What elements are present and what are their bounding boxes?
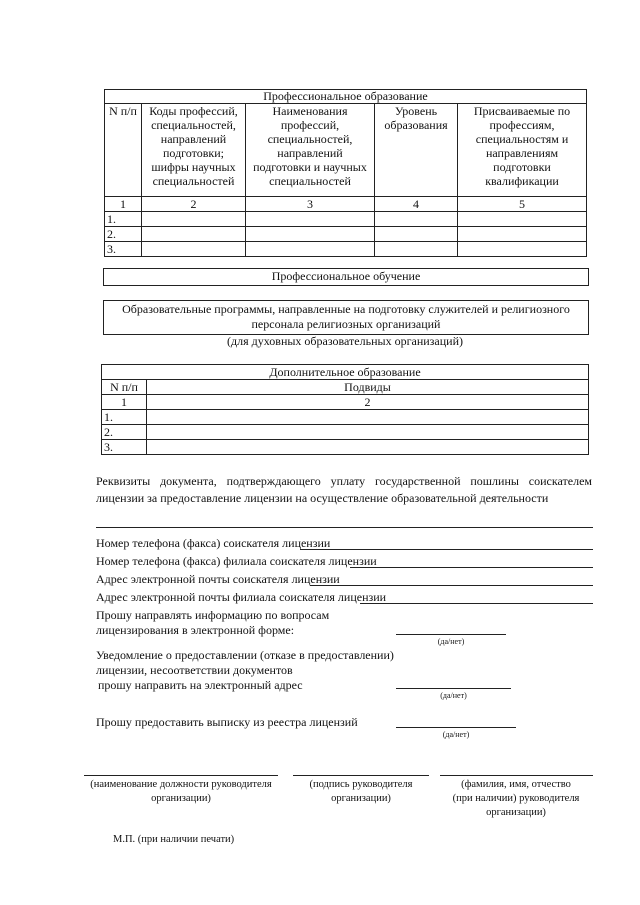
phone-label: Номер телефона (факса) соискателя лицензии — [96, 536, 331, 550]
table-cell[interactable] — [458, 227, 587, 242]
table-row — [102, 425, 589, 440]
requisites-input-line[interactable] — [96, 527, 593, 528]
position-caption-line1: (наименование должности руководителя — [90, 779, 272, 790]
row-number: 3. — [105, 242, 142, 257]
col-header-codes: Коды профессий, специальностей, направлений подготовки; шифры научных специальностей — [142, 104, 246, 197]
table-cell[interactable] — [458, 212, 587, 227]
col-header-number: N п/п — [102, 380, 147, 395]
col-header-subtypes: Подвиды — [147, 380, 589, 395]
table-cell[interactable] — [246, 212, 375, 227]
branch-phone-label: Номер телефона (факса) филиала соискателя лицензии — [96, 554, 377, 568]
col-header-qualifications: Присваиваемые по профессиям, специальностям и направлениям подготовки квалификации — [458, 104, 587, 197]
table-row — [102, 410, 589, 425]
table-cell[interactable] — [142, 227, 246, 242]
name-caption — [436, 778, 596, 820]
col-number-1: 1 — [105, 197, 142, 212]
extract-request-label: Прошу предоставить выписку из реестра лицензий — [96, 715, 358, 729]
electronic-request-input-line[interactable] — [396, 634, 506, 635]
notify-request-line2: лицензии, несоответствии документов — [96, 663, 293, 677]
electronic-request-line2: лицензирования в электронной форме: — [96, 623, 295, 637]
email-label: Адрес электронной почты соискателя лицензии — [96, 572, 340, 586]
notify-request-input-line[interactable] — [396, 688, 511, 689]
sign-caption — [288, 778, 434, 806]
notify-request-line3: прошу направить на электронный адрес — [98, 678, 303, 692]
col-number-2: 2 — [142, 197, 246, 212]
row-number: 3. — [102, 440, 147, 455]
table-cell[interactable] — [147, 410, 589, 425]
table-cell[interactable] — [147, 440, 589, 455]
prof-education-title: Профессиональное образование — [105, 90, 587, 104]
col-number-2: 2 — [147, 395, 589, 410]
sign-caption-line1: (подпись руководителя — [309, 779, 413, 790]
table-row — [105, 227, 587, 242]
additional-education-title: Дополнительное образование — [102, 365, 589, 380]
table-cell[interactable] — [375, 242, 458, 257]
table-cell[interactable] — [246, 227, 375, 242]
table-cell[interactable] — [142, 212, 246, 227]
requisites-text: Реквизиты документа, подтверждающего уплату государственной пошлины соискателем лицензии за предоставление лицензии на осуществление образовательной деятельности — [96, 474, 592, 505]
electronic-request-line1: Прошу направлять информацию по вопросам — [96, 608, 330, 622]
row-number: 1. — [105, 212, 142, 227]
col-number-4: 4 — [375, 197, 458, 212]
extract-request-yes-no: (да/нет) — [442, 730, 470, 739]
name-caption-line1: (фамилия, имя, отчество — [461, 779, 571, 790]
table-cell[interactable] — [375, 227, 458, 242]
name-signature-line[interactable] — [440, 775, 593, 776]
branch-email-label: Адрес электронной почты филиала соискателя лицензии — [96, 590, 387, 604]
table-row — [102, 440, 589, 455]
table-cell[interactable] — [458, 242, 587, 257]
religious-programs-box — [103, 300, 589, 335]
email-input-line[interactable] — [310, 585, 593, 586]
table-row — [105, 242, 587, 257]
sign-signature-line[interactable] — [293, 775, 429, 776]
col-header-number: N п/п — [105, 104, 142, 197]
branch-email-input-line[interactable] — [360, 603, 593, 604]
professional-training-title: Профессиональное обучение — [271, 269, 421, 283]
extract-request-input-line[interactable] — [396, 727, 516, 728]
col-header-level: Уровень образования — [375, 104, 458, 197]
notify-request-line1: Уведомление о предоставлении (отказе в предоставлении) — [96, 648, 394, 662]
table-cell[interactable] — [142, 242, 246, 257]
table-cell[interactable] — [375, 212, 458, 227]
professional-education-table — [104, 89, 587, 257]
electronic-request-yes-no: (да/нет) — [437, 637, 465, 646]
col-number-5: 5 — [458, 197, 587, 212]
position-caption — [80, 778, 282, 806]
additional-education-table — [101, 364, 589, 455]
position-caption-line2: организации) — [151, 793, 211, 804]
notify-request-yes-no: (да/нет) — [440, 691, 467, 700]
row-number: 2. — [105, 227, 142, 242]
table-cell[interactable] — [246, 242, 375, 257]
sign-caption-line2: организации) — [331, 793, 391, 804]
religious-programs-note: (для духовных образовательных организаций) — [227, 334, 463, 348]
stamp-label: М.П. (при наличии печати) — [113, 834, 235, 845]
position-signature-line[interactable] — [84, 775, 278, 776]
phone-input-line[interactable] — [300, 549, 593, 550]
col-number-1: 1 — [102, 395, 147, 410]
branch-phone-input-line[interactable] — [350, 567, 593, 568]
row-number: 2. — [102, 425, 147, 440]
religious-programs-title: Образовательные программы, направленные на подготовку служителей и религиозного персонала религиозных организаций — [122, 302, 570, 331]
name-caption-line3: организации) — [486, 807, 546, 818]
table-cell[interactable] — [147, 425, 589, 440]
name-caption-line2: (при наличии) руководителя — [452, 793, 580, 804]
table-row — [105, 212, 587, 227]
row-number: 1. — [102, 410, 147, 425]
col-number-3: 3 — [246, 197, 375, 212]
professional-training-box — [103, 268, 589, 286]
col-header-names: Наименования профессий, специальностей, направлений подготовки и научных специальностей — [246, 104, 375, 197]
